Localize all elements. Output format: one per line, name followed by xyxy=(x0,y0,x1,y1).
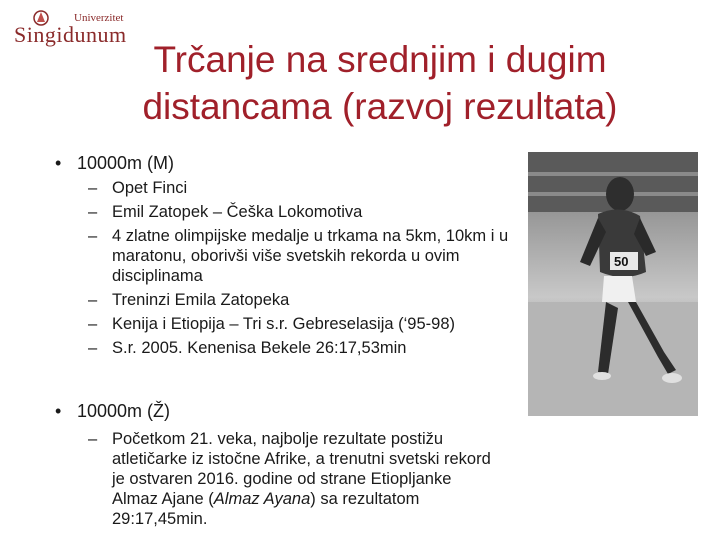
section-1-list xyxy=(88,178,513,362)
bullet-marker: • xyxy=(55,153,62,173)
section-2-heading xyxy=(55,401,170,422)
list-item: – Kenija i Etiopija – Tri s.r. Gebreselasija (‘95-98) xyxy=(88,314,513,334)
logo-university-text: Univerzitet xyxy=(74,12,124,24)
list-item: – Emil Zatopek – Češka Lokomotiva xyxy=(88,202,513,222)
slide-title xyxy=(80,36,680,130)
section-2-heading-text: 10000m (Ž) xyxy=(77,401,171,421)
list-item: – S.r. 2005. Kenenisa Bekele 26:17,53min xyxy=(88,338,513,358)
runner-photo xyxy=(528,152,698,416)
item-text-after: ) sa rezultatom 29:17,45min. xyxy=(112,490,420,528)
logo-name-text: Singidunum xyxy=(14,22,127,47)
list-item xyxy=(88,429,498,529)
list-item: – 4 zlatne olimpijske medalje u trkama na 5km, 10km i u maratonu, oborivši više svetskih rekorda u ovim disciplinama xyxy=(88,226,513,286)
section-1-heading xyxy=(55,153,174,174)
title-line-2: distancama (razvoj rezultata) xyxy=(142,86,618,127)
list-item: – Treninzi Emila Zatopeka xyxy=(88,290,513,310)
bib-number: 50 xyxy=(614,254,629,269)
bullet-marker: • xyxy=(55,401,62,421)
item-text-italic: Almaz Ayana xyxy=(213,490,311,508)
item-text-before: Početkom 21. veka, najbolje rezultate postižu atletičarke iz istočne Afrike, a trenutni svetski rekord je ostvaren 2016. godine od strane Etiopljanke Almaz Ajane ( xyxy=(112,430,491,508)
list-item: – Opet Finci xyxy=(88,178,513,198)
title-line-1: Trčanje na srednjim i dugim xyxy=(153,39,607,80)
section-2-list xyxy=(88,429,498,529)
runner-illustration xyxy=(528,152,698,416)
section-1-heading-text: 10000m (M) xyxy=(77,153,175,173)
